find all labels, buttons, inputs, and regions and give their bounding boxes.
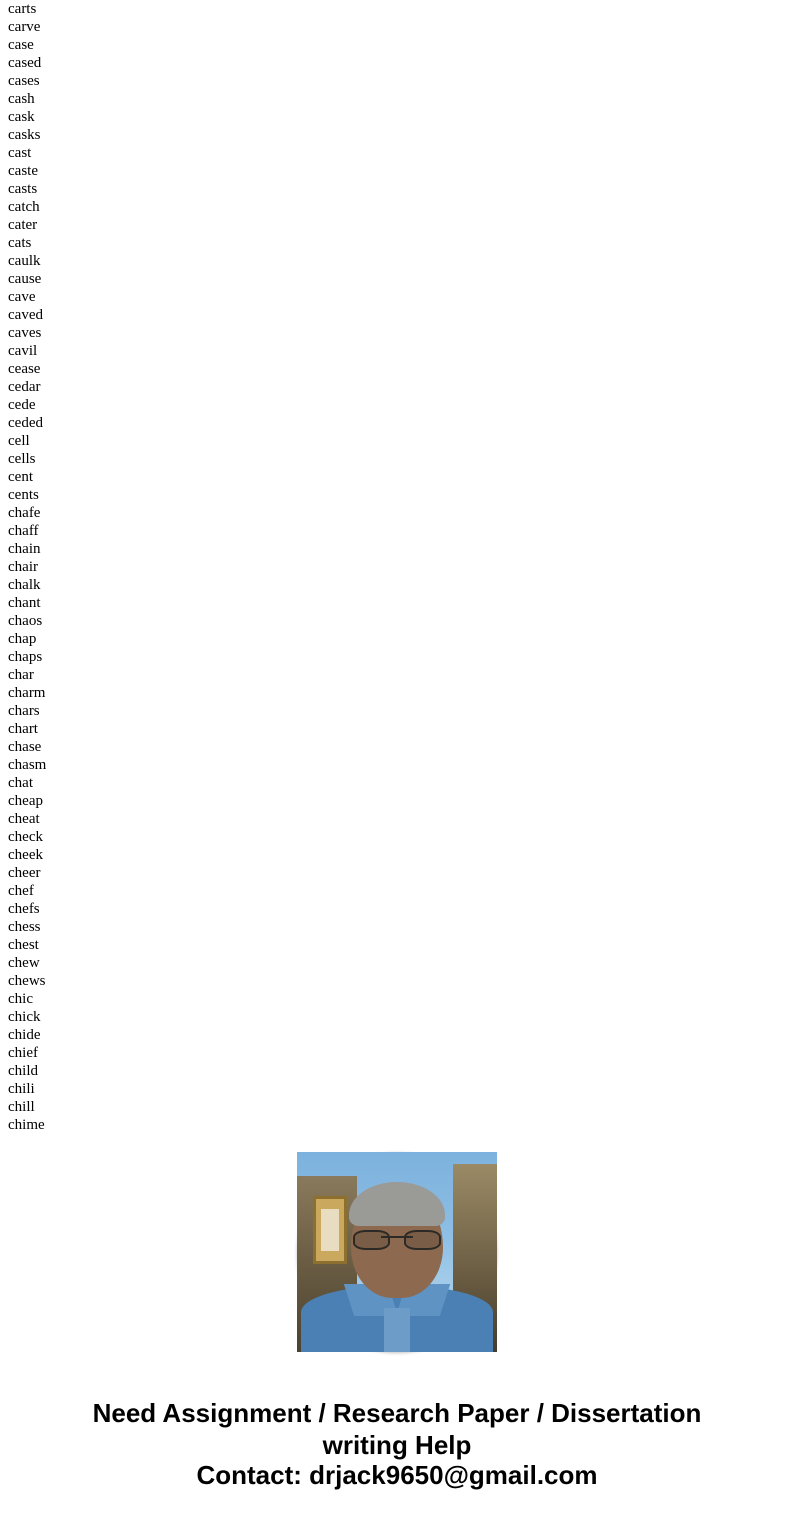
word-list-item: cede — [8, 397, 36, 413]
word-list-item: chili — [8, 1081, 35, 1097]
word-list-item: cease — [8, 361, 41, 377]
word-list-item: chief — [8, 1045, 38, 1061]
word-list-item: cavil — [8, 343, 38, 359]
word-list-item: chat — [8, 775, 33, 791]
promo-line-2: writing Help — [322, 1430, 472, 1460]
word-list-item: caved — [8, 307, 43, 323]
word-list-item: chef — [8, 883, 34, 899]
glasses-lens-right — [404, 1230, 441, 1250]
word-list-item: chain — [8, 541, 41, 557]
word-list-item: cell — [8, 433, 30, 449]
word-list-item: cause — [8, 271, 42, 287]
word-list-item: cater — [8, 217, 38, 233]
word-list-item: chair — [8, 559, 38, 575]
word-list-item: cheek — [8, 847, 43, 863]
word-list-item: cash — [8, 91, 35, 107]
word-list-item: cells — [8, 451, 36, 467]
word-list-item: catch — [8, 199, 40, 215]
word-list-item: chase — [8, 739, 42, 755]
word-list-item: cases — [8, 73, 40, 89]
avatar-tie — [384, 1308, 410, 1352]
word-list-item: check — [8, 829, 43, 845]
word-list-item: chaps — [8, 649, 43, 665]
word-list-item: cheat — [8, 811, 40, 827]
word-list-item: casts — [8, 181, 38, 197]
word-list-item: cats — [8, 235, 32, 251]
word-list-item: chalk — [8, 577, 41, 593]
word-list-item: carts — [8, 1, 37, 17]
promo-line-1: Need Assignment / Research Paper / Dissertation — [92, 1398, 702, 1428]
word-list-item: chant — [8, 595, 41, 611]
word-list-item: carve — [8, 19, 41, 35]
word-list-item: chars — [8, 703, 40, 719]
word-list-item: chap — [8, 631, 37, 647]
word-list-item: chest — [8, 937, 39, 953]
glasses-lens-left — [353, 1230, 390, 1250]
word-list-item: cask — [8, 109, 35, 125]
word-list-item: child — [8, 1063, 38, 1079]
word-list-item: chefs — [8, 901, 40, 917]
word-list-item: chew — [8, 955, 40, 971]
picture-frame-inner — [321, 1209, 339, 1251]
glasses-bridge — [381, 1236, 413, 1238]
word-list-item: chafe — [8, 505, 41, 521]
word-list-item: ceded — [8, 415, 43, 431]
word-list-item: chess — [8, 919, 41, 935]
word-list-item: chaff — [8, 523, 39, 539]
avatar — [297, 1152, 497, 1352]
word-list-item: cent — [8, 469, 33, 485]
word-list-item: cedar — [8, 379, 41, 395]
word-list-item: chime — [8, 1117, 45, 1133]
promo-text — [0, 1398, 794, 1490]
word-list-item: cents — [8, 487, 39, 503]
word-list-item: chews — [8, 973, 46, 989]
word-list-item: chick — [8, 1009, 41, 1025]
word-list-item: charm — [8, 685, 46, 701]
word-list-item: chaos — [8, 613, 43, 629]
promo-contact-line: Contact: drjack9650@gmail.com — [196, 1460, 598, 1490]
picture-frame-icon — [313, 1196, 347, 1264]
word-list-item: case — [8, 37, 34, 53]
word-list-item: caves — [8, 325, 42, 341]
word-list-item: chic — [8, 991, 33, 1007]
word-list-item: chasm — [8, 757, 47, 773]
promo-block — [0, 1124, 794, 1490]
word-list-item: caste — [8, 163, 38, 179]
word-list-item: char — [8, 667, 34, 683]
word-list-item: casks — [8, 127, 41, 143]
word-list-item: chart — [8, 721, 38, 737]
word-list-item: chide — [8, 1027, 41, 1043]
word-list-item: cased — [8, 55, 42, 71]
glasses-icon — [353, 1230, 441, 1250]
word-list-item: cheer — [8, 865, 41, 881]
word-list-item: cheap — [8, 793, 43, 809]
word-list-item: caulk — [8, 253, 41, 269]
word-list-item: cave — [8, 289, 36, 305]
word-list-item: chill — [8, 1099, 35, 1115]
word-list-item: cast — [8, 145, 32, 161]
